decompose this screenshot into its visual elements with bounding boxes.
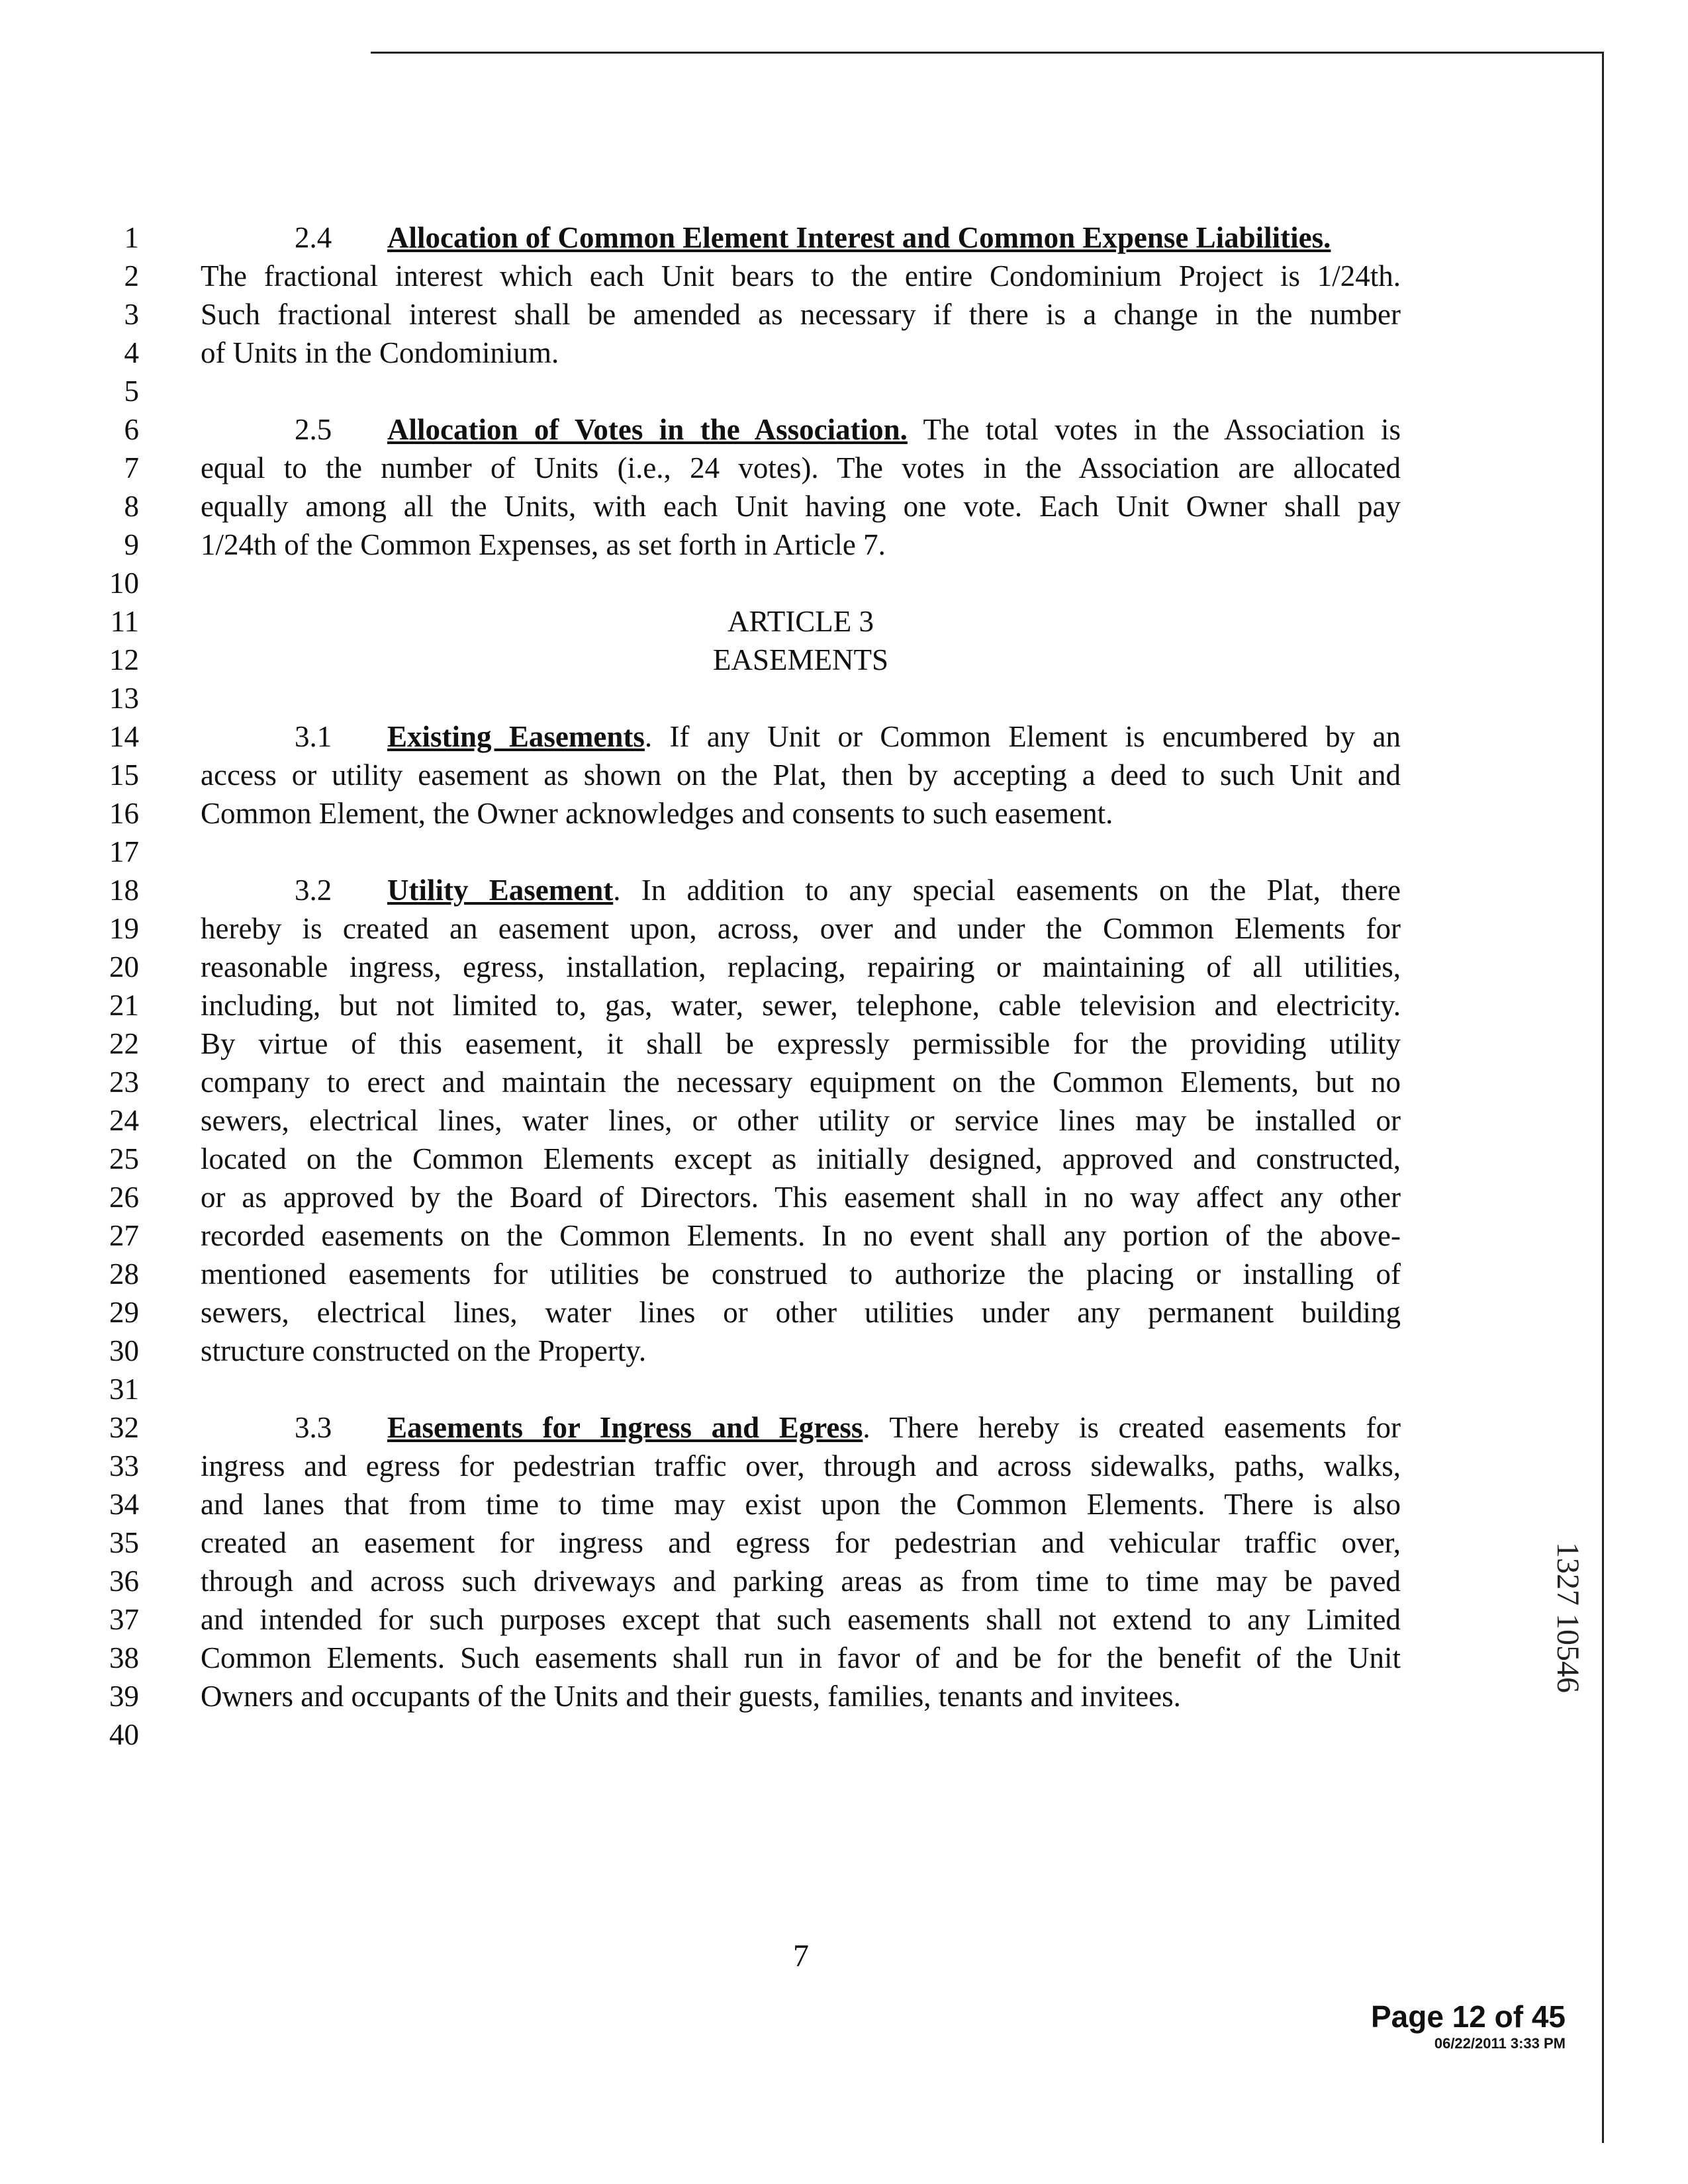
line-number: 4 (124, 336, 139, 369)
section-lead-text: . If any Unit or Common Element is encumbered by an (644, 720, 1401, 753)
line-number: 19 (109, 912, 139, 945)
body-line: Owners and occupants of the Units and their guests, families, tenants and invitees. (201, 1680, 1181, 1713)
body-line: equally among all the Units, with each Unit having one vote. Each Unit Owner shall pay (201, 490, 1401, 523)
line-number: 22 (109, 1027, 139, 1060)
line-number: 35 (109, 1526, 139, 1559)
line-number: 26 (109, 1181, 139, 1214)
body-line: hereby is created an easement upon, across, over and under the Common Elements for (201, 912, 1401, 945)
line-number: 38 (109, 1641, 139, 1674)
line-number: 36 (109, 1565, 139, 1598)
line-number: 32 (109, 1411, 139, 1444)
line-number: 2 (124, 259, 139, 293)
line-number: 12 (109, 643, 139, 676)
line-number: 6 (124, 413, 139, 446)
line-number: 17 (109, 835, 139, 868)
side-recording-stamp (1539, 1535, 1592, 1787)
body-line: created an easement for ingress and egress for pedestrian and vehicular traffic over, (201, 1526, 1401, 1559)
section-number: 3.1 (295, 720, 332, 753)
line-number: 18 (109, 874, 139, 907)
body-line: The fractional interest which each Unit bears to the entire Condominium Project is 1/24th. (201, 259, 1401, 293)
line-number: 10 (109, 567, 139, 600)
line-number: 21 (109, 989, 139, 1022)
body-line: ingress and egress for pedestrian traffic over, through and across sidewalks, paths, walks, (201, 1449, 1401, 1482)
section-number: 3.3 (295, 1411, 332, 1444)
line-number: 23 (109, 1066, 139, 1099)
body-line: through and across such driveways and parking areas as from time to time may be paved (201, 1565, 1401, 1598)
body-line: structure constructed on the Property. (201, 1334, 647, 1367)
right-border-line (1602, 52, 1604, 2143)
section-3-1-heading-line (201, 717, 1401, 756)
side-stamp-text: 1327 10546 (1550, 1542, 1585, 1693)
body-line: Such fractional interest shall be amended as necessary if there is a change in the number (201, 298, 1401, 331)
body-line: or as approved by the Board of Directors. This easement shall in no way affect any other (201, 1181, 1401, 1214)
recorder-datetime: 06/22/2011 3:33 PM (1434, 2035, 1566, 2052)
line-number: 40 (109, 1718, 139, 1751)
section-number: 2.4 (295, 221, 332, 254)
body-line: sewers, electrical lines, water lines or other utilities under any permanent building (201, 1296, 1401, 1329)
line-number: 37 (109, 1603, 139, 1636)
top-border-line (371, 52, 1602, 54)
section-number: 2.5 (295, 413, 332, 446)
section-lead-text: . In addition to any special easements on the Plat, there (613, 874, 1401, 907)
line-number: 5 (124, 375, 139, 408)
line-number: 34 (109, 1488, 139, 1521)
body-line: sewers, electrical lines, water lines, or other utility or service lines may be installed or (201, 1104, 1401, 1137)
line-number: 24 (109, 1104, 139, 1137)
section-heading: Allocation of Votes in the Association. (387, 413, 908, 446)
body-line: Common Elements. Such easements shall run in favor of and be for the benefit of the Unit (201, 1641, 1401, 1674)
section-heading: Allocation of Common Element Interest and Common Expense Liabilities. (387, 221, 1331, 254)
section-heading: Utility Easement (387, 874, 614, 907)
line-number: 29 (109, 1296, 139, 1329)
body-line: recorded easements on the Common Elements. In no event shall any portion of the above- (201, 1219, 1401, 1252)
line-number: 25 (109, 1142, 139, 1175)
line-number: 31 (109, 1373, 139, 1406)
recorder-page-count: Page 12 of 45 (1370, 1999, 1566, 2034)
body-line: 1/24th of the Common Expenses, as set forth in Article 7. (201, 528, 886, 561)
body-line: and intended for such purposes except that such easements shall not extend to any Limited (201, 1603, 1401, 1636)
section-heading: Existing Easements (387, 720, 645, 753)
section-2-4-heading-line (201, 218, 1401, 257)
body-line: equal to the number of Units (i.e., 24 votes). The votes in the Association are allocated (201, 451, 1401, 484)
line-number: 8 (124, 490, 139, 523)
line-number: 3 (124, 298, 139, 331)
line-number: 20 (109, 950, 139, 983)
article-label: ARTICLE 3 (727, 605, 874, 638)
line-number: 27 (109, 1219, 139, 1252)
body-line: reasonable ingress, egress, installation, replacing, repairing or maintaining of all utilities, (201, 950, 1401, 983)
line-number: 33 (109, 1449, 139, 1482)
body-line: mentioned easements for utilities be construed to authorize the placing or installing of (201, 1257, 1401, 1291)
section-lead-text: . There hereby is created easements for (863, 1411, 1401, 1444)
section-2-5-heading-line (201, 410, 1401, 449)
body-line: access or utility easement as shown on the Plat, then by accepting a deed to such Unit and (201, 758, 1401, 792)
article-title: EASEMENTS (712, 643, 888, 676)
line-number: 11 (110, 605, 139, 638)
section-heading: Easements for Ingress and Egress (387, 1411, 863, 1444)
body-line: of Units in the Condominium. (201, 336, 559, 369)
line-number: 15 (109, 758, 139, 792)
line-number: 28 (109, 1257, 139, 1291)
line-number: 14 (109, 720, 139, 753)
section-lead-text: The total votes in the Association is (923, 413, 1401, 446)
section-number: 3.2 (295, 874, 332, 907)
body-line: company to erect and maintain the necessary equipment on the Common Elements, but no (201, 1066, 1401, 1099)
body-line: By virtue of this easement, it shall be expressly permissible for the providing utility (201, 1027, 1401, 1060)
body-line: and lanes that from time to time may exist upon the Common Elements. There is also (201, 1488, 1401, 1521)
line-number: 13 (109, 682, 139, 715)
page-number: 7 (793, 1938, 809, 1974)
line-number: 16 (109, 797, 139, 830)
section-3-3-heading-line (201, 1408, 1401, 1447)
line-number: 30 (109, 1334, 139, 1367)
body-line: including, but not limited to, gas, water, sewer, telephone, cable television and electricity. (201, 989, 1401, 1022)
line-number: 9 (124, 528, 139, 561)
line-number: 7 (124, 451, 139, 484)
line-number: 1 (124, 221, 139, 254)
body-line: located on the Common Elements except as initially designed, approved and constructed, (201, 1142, 1401, 1175)
section-3-2-heading-line (201, 871, 1401, 909)
body-line: Common Element, the Owner acknowledges and consents to such easement. (201, 797, 1113, 830)
line-number: 39 (109, 1680, 139, 1713)
